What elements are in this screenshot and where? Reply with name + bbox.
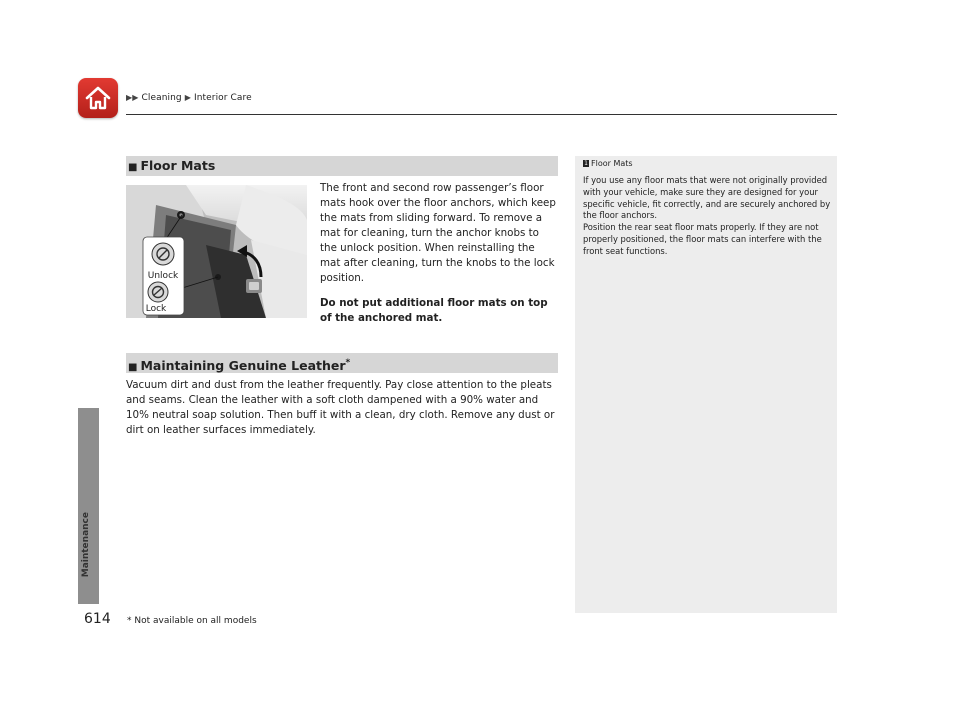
header-divider	[126, 114, 837, 115]
section-header-floor-mats	[126, 156, 558, 176]
floor-mats-paragraph: The front and second row passenger’s floor mats hook over the floor anchors, which keep the mats from sliding forward. To remove a mat for cleaning, turn the anchor knobs to the unlock position. When reinstalling the mat after cleaning, turn the knobs to the lock position.	[320, 182, 556, 284]
note-marker-icon: 1	[584, 160, 588, 167]
side-note-paragraph: Position the rear seat floor mats properly. If they are not properly positioned, the floor mats can interfere with the front seat functions.	[583, 222, 822, 256]
unlock-label: Unlock	[147, 271, 179, 281]
side-note-title	[583, 159, 633, 168]
section-header-leather	[126, 353, 558, 373]
breadcrumb-item-interior-care[interactable]: Interior Care	[193, 93, 252, 103]
section-square-icon: ■	[128, 162, 138, 173]
section-square-icon: ■	[128, 362, 138, 374]
breadcrumb-arrow-icon: ▶▶	[126, 93, 139, 102]
home-button[interactable]	[78, 78, 118, 118]
breadcrumb	[126, 93, 252, 103]
not-all-models-mark: *	[345, 358, 351, 368]
side-note-paragraph: If you use any floor mats that were not originally provided with your vehicle, make sure they are designed for your specific vehicle, fit correctly, and are securely anchored by the floor anchors.	[583, 175, 831, 221]
side-note-title-text: Floor Mats	[591, 159, 633, 168]
lock-label: Lock	[145, 304, 167, 314]
floor-mats-body	[320, 181, 558, 326]
breadcrumb-item-cleaning[interactable]: Cleaning	[141, 93, 182, 103]
side-note-text	[583, 175, 831, 258]
page-number: 614	[84, 611, 111, 627]
chapter-tab-label: Maintenance	[81, 512, 91, 578]
breadcrumb-arrow-icon: ▶	[184, 93, 191, 102]
floor-mat-anchor-illustration	[126, 185, 307, 318]
footnote: * Not available on all models	[127, 616, 257, 626]
section-title-leather: Maintaining Genuine Leather	[140, 358, 346, 374]
floor-mats-warning: Do not put additional floor mats on top of the anchored mat.	[320, 297, 548, 324]
home-icon	[84, 84, 112, 112]
leather-body: Vacuum dirt and dust from the leather frequently. Pay close attention to the pleats and seams. Clean the leather with a soft cloth dampened with a 90% water and 10% neutral soap solution. Then buff it with a clean, dry cloth. Remove any dust or dirt on leather surfaces immediately.	[126, 379, 555, 436]
section-title-floor-mats: Floor Mats	[140, 158, 216, 173]
